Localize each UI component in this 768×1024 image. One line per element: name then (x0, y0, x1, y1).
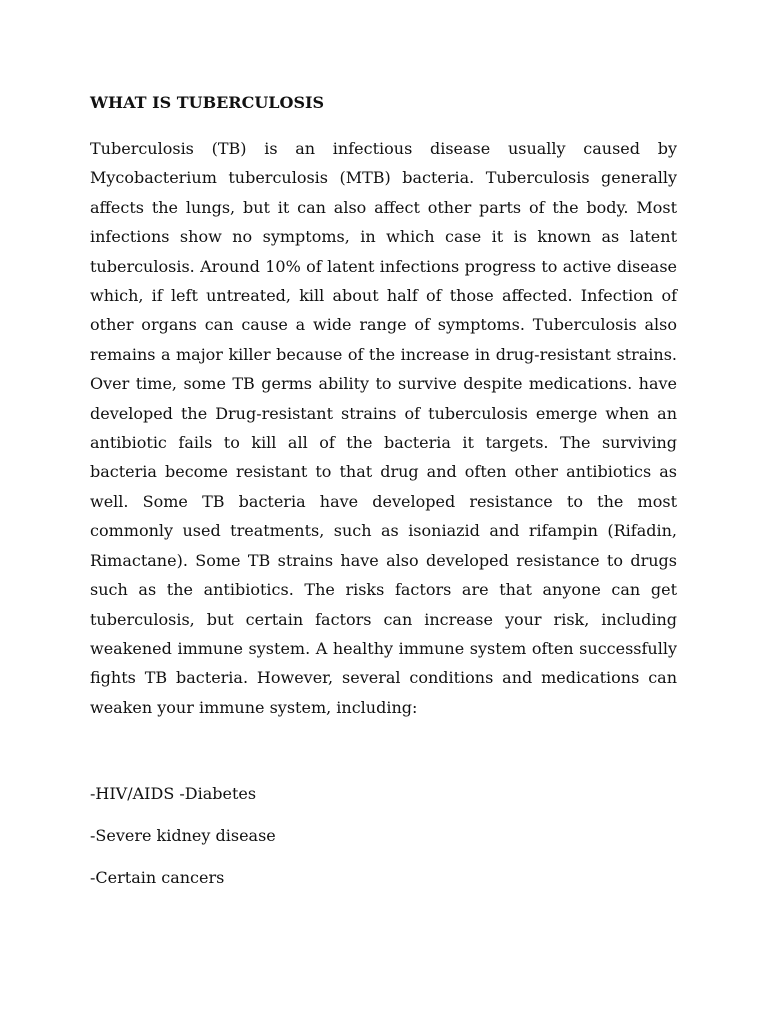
document-paragraph: Tuberculosis (TB) is an infectious disease usually caused by Mycobacterium tuberculosis (MTB) bacteria. Tuberculosis generally affects the lungs, but it can also affect other parts of the body. Most infections show no symptoms, in which case it is known as latent tuberculosis. Around 10% of latent infections progress to active disease which, if left untreated, kill about half of those affected. Infection of other organs can cause a wide range of symptoms. Tuberculosis also remains a major killer because of the increase in drug-resistant strains. Over time, some TB germs ability to survive despite medications. have developed the Drug-resistant strains of tuberculosis emerge when an antibiotic fails to kill all of the bacteria it targets. The surviving bacteria become resistant to that drug and often other antibiotics as well. Some TB bacteria have developed resistance to the most commonly used treatments, such as isoniazid and rifampin (Rifadin, Rimactane). Some TB strains have also developed resistance to drugs such as the antibiotics. The risks factors are that anyone can get tuberculosis, but certain factors can increase your risk, including weakened immune system. A healthy immune system often successfully fights TB bacteria. However, several conditions and medications can weaken your immune system, including: (90, 139, 677, 717)
risk-factor-list (90, 783, 677, 889)
document-page (90, 92, 677, 909)
document-heading: WHAT IS TUBERCULOSIS (90, 93, 325, 112)
list-item: -Severe kidney disease (90, 826, 276, 846)
list-item: -HIV/AIDS -Diabetes (90, 784, 257, 804)
list-item: -Certain cancers (90, 868, 225, 888)
